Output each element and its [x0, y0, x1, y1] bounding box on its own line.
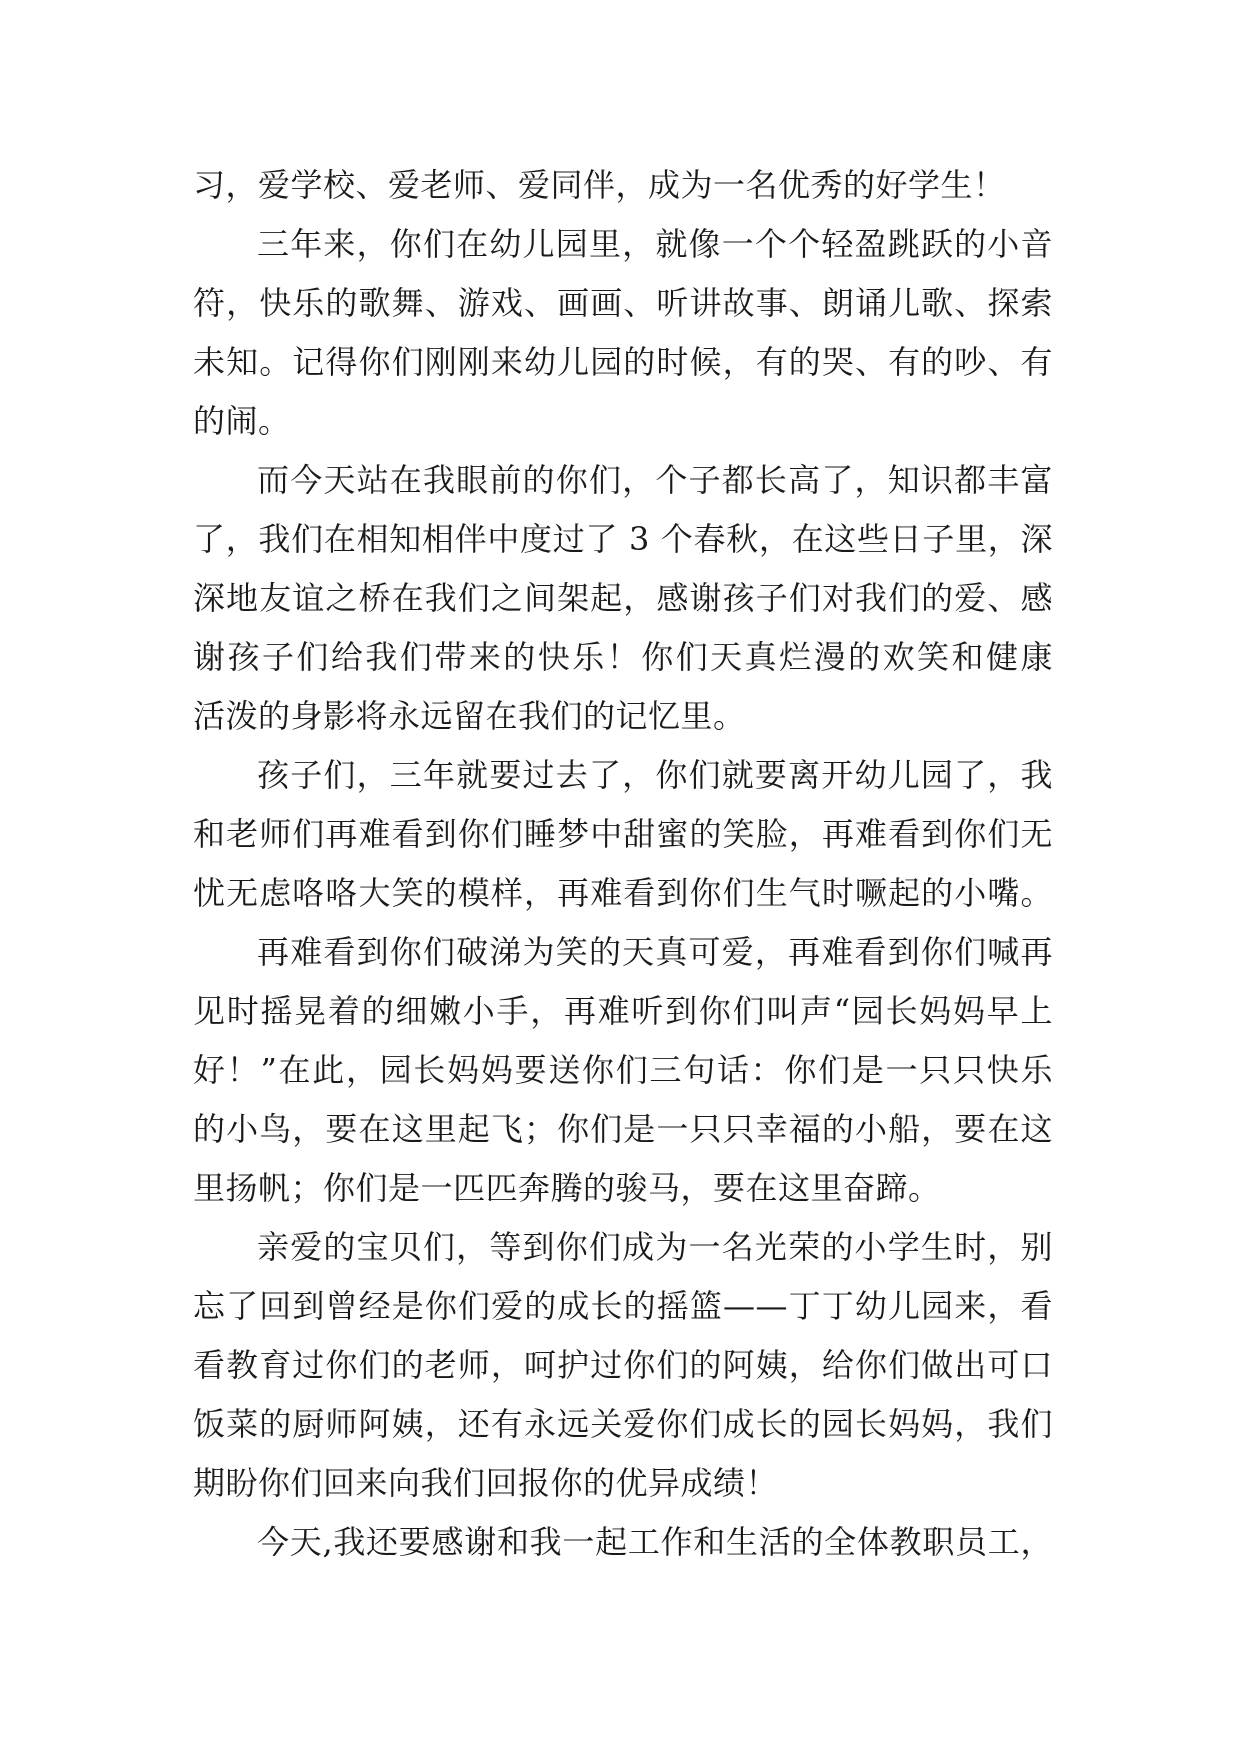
text-line: 活泼的身影将永远留在我们的记忆里。: [193, 697, 746, 735]
text-line: 和老师们再难看到你们睡梦中甜蜜的笑脸，再难看到你们无: [193, 815, 1053, 853]
text-line: 了，我们在相知相伴中度过了 3 个春秋，在这些日子里，深: [193, 520, 1053, 558]
text-line: 亲爱的宝贝们，等到你们成为一名光荣的小学生时，别: [257, 1228, 1053, 1266]
text-line: 的闹。: [193, 402, 291, 440]
text-line: 未知。记得你们刚刚来幼儿园的时候，有的哭、有的吵、有: [193, 343, 1053, 381]
text-line: 习，爱学校、爱老师、爱同伴，成为一名优秀的好学生！: [193, 166, 1006, 204]
text-line: 谢孩子们给我们带来的快乐！你们天真烂漫的欢笑和健康: [193, 638, 1053, 676]
text-line: 看教育过你们的老师，呵护过你们的阿姨，给你们做出可口: [193, 1346, 1053, 1384]
text-line: 期盼你们回来向我们回报你的优异成绩！: [193, 1464, 779, 1502]
text-line: 忧无虑咯咯大笑的模样，再难看到你们生气时噘起的小嘴。: [193, 874, 1053, 912]
text-line: 今天,我还要感谢和我一起工作和生活的全体教职员工，: [257, 1523, 1053, 1561]
text-line: 里扬帆；你们是一匹匹奔腾的骏马，要在这里奋蹄。: [193, 1169, 941, 1207]
text-line: 符，快乐的歌舞、游戏、画画、听讲故事、朗诵儿歌、探索: [193, 284, 1053, 322]
text-line: 孩子们，三年就要过去了，你们就要离开幼儿园了，我: [257, 756, 1053, 794]
text-line: 的小鸟，要在这里起飞；你们是一只只幸福的小船，要在这: [193, 1110, 1053, 1148]
document-body: [193, 156, 1053, 1572]
text-line: 忘了回到曾经是你们爱的成长的摇篮——丁丁幼儿园来，看: [193, 1287, 1053, 1325]
text-line: 三年来，你们在幼儿园里，就像一个个轻盈跳跃的小音: [257, 225, 1053, 263]
text-line: 饭菜的厨师阿姨，还有永远关爱你们成长的园长妈妈，我们: [193, 1405, 1053, 1443]
text-line: 再难看到你们破涕为笑的天真可爱，再难看到你们喊再: [257, 933, 1053, 971]
text-line: 深地友谊之桥在我们之间架起，感谢孩子们对我们的爱、感: [193, 579, 1053, 617]
text-line: 见时摇晃着的细嫩小手，再难听到你们叫声“园长妈妈早上: [193, 992, 1053, 1030]
text-line: 好！”在此，园长妈妈要送你们三句话：你们是一只只快乐: [193, 1051, 1053, 1089]
text-line: 而今天站在我眼前的你们，个子都长高了，知识都丰富: [257, 461, 1053, 499]
